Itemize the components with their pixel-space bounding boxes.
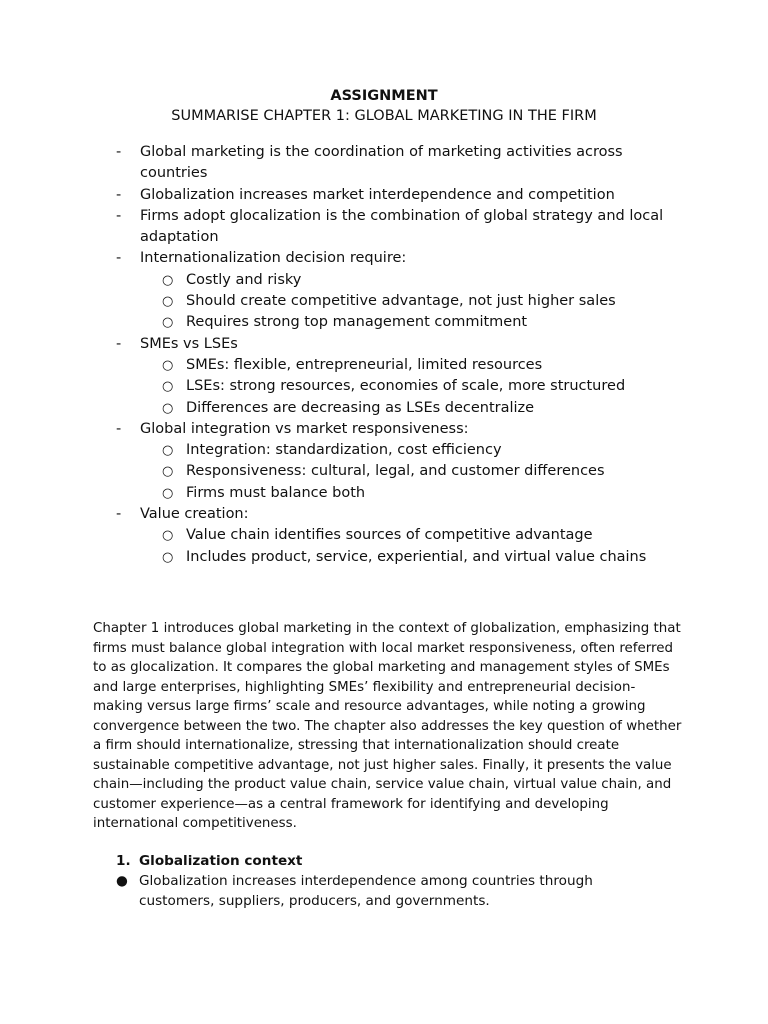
circle-bullet-icon: ○	[162, 528, 174, 544]
bullet-item	[116, 206, 676, 249]
dash-icon: -	[116, 335, 122, 352]
dash-icon: -	[116, 420, 122, 437]
section-bullet	[116, 872, 659, 911]
sub-bullet-text: Requires strong top management commitment	[186, 314, 528, 331]
sub-bullet-item	[116, 355, 676, 376]
sub-bullet-item	[116, 291, 676, 312]
bullet-item	[116, 142, 676, 185]
section-number: 1.	[116, 853, 131, 869]
bullet-dot-icon: ●	[116, 873, 128, 889]
sub-bullet-text: LSEs: strong resources, economies of scale, more structured	[186, 378, 626, 395]
bullet-text: Globalization increases market interdependence and competition	[140, 186, 615, 203]
sub-bullet-item	[116, 483, 676, 504]
sub-bullet-item	[116, 525, 676, 546]
circle-bullet-icon: ○	[162, 294, 174, 310]
chapter-summary-paragraph: Chapter 1 introduces global marketing in the context of globalization, emphasizing that firms must balance global integration with local market responsiveness, often referred to as glocalization. It compares the global marketing and management styles of SMEs and large enterprises, highlighting SMEs’ flexibility and entrepreneurial decision-making versus large firms’ scale and resource advantages, while noting a growing convergence between the two. The chapter also addresses the key question of whether a firm should internationalize, stressing that internationalization should create sustainable competitive advantage, not just higher sales. Finally, it presents the value chain—including the product value chain, service value chain, virtual value chain, and customer experience—as a central framework for identifying and developing international competitiveness.	[93, 621, 682, 831]
bullet-item	[116, 185, 676, 206]
bullet-text: Firms adopt glocalization is the combination of global strategy and local adaptation	[140, 207, 664, 246]
sub-bullet-item	[116, 547, 676, 568]
dash-icon: -	[116, 250, 122, 267]
sub-bullet-item	[116, 440, 676, 461]
circle-bullet-icon: ○	[162, 549, 174, 565]
sub-bullet-text: Costly and risky	[186, 271, 302, 288]
sub-bullet-item	[116, 461, 676, 482]
dash-icon: -	[116, 207, 122, 224]
dash-icon: -	[116, 144, 122, 160]
section-heading-text: Globalization context	[139, 853, 303, 869]
bullet-text: Global integration vs market responsiveness:	[140, 420, 469, 437]
sub-bullet-item	[116, 312, 676, 333]
bullet-item	[116, 504, 676, 525]
sub-bullet-item	[116, 376, 676, 397]
circle-bullet-icon: ○	[162, 357, 174, 373]
sub-bullet-text: SMEs: flexible, entrepreneurial, limited resources	[186, 356, 543, 373]
circle-bullet-icon: ○	[162, 272, 174, 288]
circle-bullet-icon: ○	[162, 315, 174, 331]
sub-bullet-text: Integration: standardization, cost efficiency	[186, 442, 502, 459]
bullet-text: Internationalization decision require:	[140, 250, 407, 267]
section-bullet-text: Globalization increases interdependence among countries through customers, suppliers, producers, and governments.	[139, 873, 593, 909]
sub-bullet-text: Firms must balance both	[186, 484, 366, 501]
sub-bullet-item	[116, 398, 676, 419]
bullet-text: Value creation:	[140, 506, 249, 523]
sub-bullet-item	[116, 270, 676, 291]
document-title: ASSIGNMENT	[330, 88, 438, 104]
bullet-list	[116, 142, 676, 568]
document-subtitle: SUMMARISE CHAPTER 1: GLOBAL MARKETING IN THE FIRM	[171, 108, 597, 124]
bullet-text: Global marketing is the coordination of marketing activities across countries	[140, 144, 623, 182]
sub-bullet-text: Includes product, service, experiential, and virtual value chains	[186, 548, 647, 565]
circle-bullet-icon: ○	[162, 379, 174, 395]
circle-bullet-icon: ○	[162, 443, 174, 459]
section-heading	[116, 852, 302, 872]
sub-bullet-text: Differences are decreasing as LSEs decentralize	[186, 399, 535, 416]
sub-bullet-text: Responsiveness: cultural, legal, and customer differences	[186, 463, 605, 480]
bullet-text: SMEs vs LSEs	[140, 335, 238, 352]
circle-bullet-icon: ○	[162, 400, 174, 416]
circle-bullet-icon: ○	[162, 485, 174, 501]
sub-bullet-text: Value chain identifies sources of competitive advantage	[186, 527, 593, 544]
dash-icon: -	[116, 506, 122, 523]
bullet-item	[116, 248, 676, 269]
circle-bullet-icon: ○	[162, 464, 174, 480]
sub-bullet-text: Should create competitive advantage, not just higher sales	[186, 293, 616, 310]
bullet-item	[116, 334, 676, 355]
bullet-item	[116, 419, 676, 440]
dash-icon: -	[116, 186, 122, 203]
